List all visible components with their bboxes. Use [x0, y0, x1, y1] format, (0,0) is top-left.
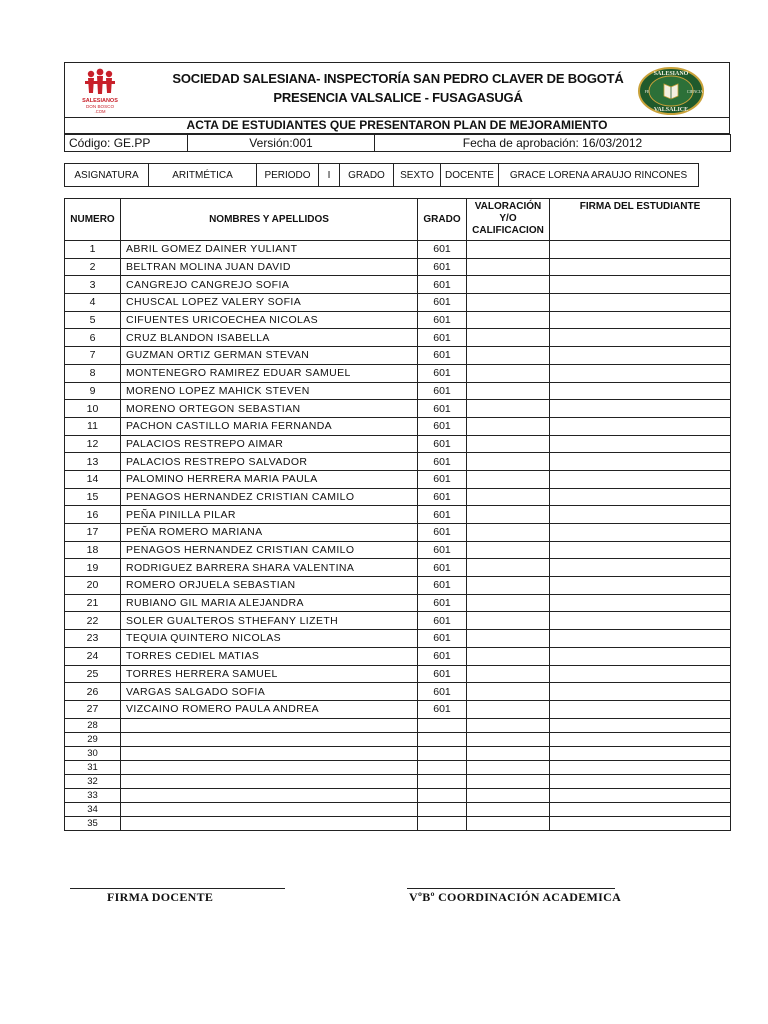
signature-line-docente	[70, 888, 285, 889]
student-name: TORRES CEDIEL MATIAS	[121, 647, 418, 665]
valoracion-cell	[467, 364, 550, 382]
valoracion-cell	[467, 789, 550, 803]
firma-cell	[550, 241, 731, 259]
firma-cell	[550, 718, 731, 732]
student-name: PENAGOS HERNANDEZ CRISTIAN CAMILO	[121, 541, 418, 559]
seal-right-text: CIENCIA	[686, 89, 704, 94]
valoracion-cell	[467, 506, 550, 524]
valoracion-cell	[467, 683, 550, 701]
student-name: ABRIL GOMEZ DAINER YULIANT	[121, 241, 418, 259]
valoracion-cell	[467, 541, 550, 559]
student-name: CHUSCAL LOPEZ VALERY SOFIA	[121, 294, 418, 312]
asignatura-value: ARITMÉTICA	[149, 164, 257, 187]
org-name-line1: SOCIEDAD SALESIANA- INSPECTORÍA SAN PEDRO CLAVER DE BOGOTÁ	[172, 71, 624, 86]
row-number: 3	[65, 276, 121, 294]
codigo: Código: GE.PP	[65, 135, 188, 152]
firma-cell	[550, 311, 731, 329]
valoracion-cell	[467, 294, 550, 312]
valoracion-cell	[467, 470, 550, 488]
student-name: GUZMAN ORTIZ GERMAN STEVAN	[121, 347, 418, 365]
seal-left-text: FE	[644, 89, 650, 94]
row-number: 33	[65, 789, 121, 803]
table-row	[65, 630, 731, 648]
firma-cell	[550, 400, 731, 418]
table-row	[65, 435, 731, 453]
student-grado	[418, 746, 467, 760]
table-row	[65, 524, 731, 542]
valsalice-seal	[637, 66, 705, 116]
student-grado: 601	[418, 258, 467, 276]
valoracion-cell	[467, 241, 550, 259]
table-row	[65, 665, 731, 683]
fecha-aprobacion: Fecha de aprobación: 16/03/2012	[375, 135, 731, 152]
valoracion-cell	[467, 577, 550, 595]
valoracion-cell	[467, 417, 550, 435]
student-grado: 601	[418, 364, 467, 382]
table-row	[65, 400, 731, 418]
row-number: 7	[65, 347, 121, 365]
document-title: ACTA DE ESTUDIANTES QUE PRESENTARON PLAN DE MEJORAMIENTO	[64, 118, 730, 134]
student-grado: 601	[418, 488, 467, 506]
table-row	[65, 241, 731, 259]
header-nombres: NOMBRES Y APELLIDOS	[121, 199, 418, 241]
valoracion-cell	[467, 524, 550, 542]
row-number: 8	[65, 364, 121, 382]
firma-cell	[550, 506, 731, 524]
table-row-empty	[65, 732, 731, 746]
table-row	[65, 559, 731, 577]
valoracion-cell	[467, 647, 550, 665]
valoracion-cell	[467, 453, 550, 471]
student-grado	[418, 789, 467, 803]
valoracion-cell	[467, 700, 550, 718]
row-number: 18	[65, 541, 121, 559]
student-grado: 601	[418, 612, 467, 630]
valoracion-cell	[467, 718, 550, 732]
firma-cell	[550, 612, 731, 630]
version: Versión:001	[188, 135, 375, 152]
firma-cell	[550, 647, 731, 665]
firma-cell	[550, 435, 731, 453]
firma-cell	[550, 817, 731, 831]
student-name: MORENO ORTEGON SEBASTIAN	[121, 400, 418, 418]
row-number: 27	[65, 700, 121, 718]
firma-cell	[550, 732, 731, 746]
table-row-empty	[65, 774, 731, 788]
valoracion-cell	[467, 559, 550, 577]
student-grado: 601	[418, 417, 467, 435]
table-row	[65, 347, 731, 365]
row-number: 20	[65, 577, 121, 595]
student-grado: 601	[418, 435, 467, 453]
firma-cell	[550, 577, 731, 595]
student-name	[121, 718, 418, 732]
table-row	[65, 276, 731, 294]
coordinacion-label: VºBº COORDINACIÓN ACADEMICA	[409, 890, 622, 904]
table-row	[65, 541, 731, 559]
table-row	[65, 488, 731, 506]
student-grado: 601	[418, 700, 467, 718]
student-name: PEÑA PINILLA PILAR	[121, 506, 418, 524]
valoracion-cell	[467, 382, 550, 400]
student-grado: 601	[418, 647, 467, 665]
student-grado: 601	[418, 382, 467, 400]
valoracion-cell	[467, 665, 550, 683]
table-row	[65, 417, 731, 435]
student-grado: 601	[418, 506, 467, 524]
firma-cell	[550, 774, 731, 788]
valoracion-cell	[467, 347, 550, 365]
table-row	[65, 294, 731, 312]
firma-cell	[550, 453, 731, 471]
valoracion-cell	[467, 612, 550, 630]
student-grado: 601	[418, 541, 467, 559]
firma-cell	[550, 789, 731, 803]
valoracion-cell	[467, 732, 550, 746]
row-number: 12	[65, 435, 121, 453]
table-row-empty	[65, 718, 731, 732]
firma-cell	[550, 630, 731, 648]
student-name: PALACIOS RESTREPO SALVADOR	[121, 453, 418, 471]
firma-cell	[550, 594, 731, 612]
valoracion-cell	[467, 311, 550, 329]
firma-cell	[550, 347, 731, 365]
student-grado: 601	[418, 453, 467, 471]
periodo-value: I	[319, 164, 340, 187]
table-row-empty	[65, 817, 731, 831]
firma-cell	[550, 258, 731, 276]
row-number: 35	[65, 817, 121, 831]
valoracion-cell	[467, 803, 550, 817]
asignatura-label: ASIGNATURA	[65, 164, 149, 187]
student-grado	[418, 803, 467, 817]
table-row-empty	[65, 746, 731, 760]
logo-left-line3: .COM	[94, 109, 106, 114]
student-grado: 601	[418, 347, 467, 365]
student-name: CIFUENTES URICOECHEA NICOLAS	[121, 311, 418, 329]
firma-cell	[550, 803, 731, 817]
row-number: 24	[65, 647, 121, 665]
row-number: 11	[65, 417, 121, 435]
firma-cell	[550, 746, 731, 760]
firma-cell	[550, 294, 731, 312]
row-number: 16	[65, 506, 121, 524]
student-name	[121, 760, 418, 774]
student-name	[121, 774, 418, 788]
firma-cell	[550, 683, 731, 701]
valoracion-cell	[467, 435, 550, 453]
table-row	[65, 683, 731, 701]
firma-cell	[550, 665, 731, 683]
document-meta	[64, 134, 731, 152]
row-number: 22	[65, 612, 121, 630]
student-grado	[418, 760, 467, 774]
row-number: 5	[65, 311, 121, 329]
student-name	[121, 803, 418, 817]
firma-cell	[550, 524, 731, 542]
row-number: 31	[65, 760, 121, 774]
student-grado: 601	[418, 594, 467, 612]
grado-label: GRADO	[340, 164, 394, 187]
student-grado	[418, 774, 467, 788]
table-row	[65, 311, 731, 329]
table-row	[65, 470, 731, 488]
student-name	[121, 732, 418, 746]
firma-cell	[550, 559, 731, 577]
table-row	[65, 506, 731, 524]
student-grado: 601	[418, 400, 467, 418]
row-number: 30	[65, 746, 121, 760]
firma-cell	[550, 382, 731, 400]
table-row-empty	[65, 803, 731, 817]
student-name: PENAGOS HERNANDEZ CRISTIAN CAMILO	[121, 488, 418, 506]
row-number: 29	[65, 732, 121, 746]
student-name: VARGAS SALGADO SOFIA	[121, 683, 418, 701]
firma-cell	[550, 364, 731, 382]
table-row-empty	[65, 760, 731, 774]
student-grado: 601	[418, 241, 467, 259]
student-name: PACHON CASTILLO MARIA FERNANDA	[121, 417, 418, 435]
table-row	[65, 364, 731, 382]
header-valoracion: VALORACIÓN Y/O CALIFICACION	[467, 199, 550, 241]
students-table	[64, 198, 731, 831]
student-name: RUBIANO GIL MARIA ALEJANDRA	[121, 594, 418, 612]
student-name: VIZCAINO ROMERO PAULA ANDREA	[121, 700, 418, 718]
table-row	[65, 382, 731, 400]
table-row-empty	[65, 789, 731, 803]
header-firma: FIRMA DEL ESTUDIANTE	[550, 199, 731, 241]
student-name	[121, 817, 418, 831]
row-number: 9	[65, 382, 121, 400]
docente-label: DOCENTE	[441, 164, 499, 187]
row-number: 15	[65, 488, 121, 506]
valoracion-cell	[467, 774, 550, 788]
student-name: BELTRAN MOLINA JUAN DAVID	[121, 258, 418, 276]
student-grado	[418, 718, 467, 732]
student-name: CANGREJO CANGREJO SOFIA	[121, 276, 418, 294]
row-number: 34	[65, 803, 121, 817]
signature-line-coordinacion	[407, 888, 615, 889]
firma-cell	[550, 276, 731, 294]
row-number: 2	[65, 258, 121, 276]
row-number: 26	[65, 683, 121, 701]
student-name	[121, 789, 418, 803]
student-name: PEÑA ROMERO MARIANA	[121, 524, 418, 542]
student-name: PALOMINO HERRERA MARIA PAULA	[121, 470, 418, 488]
valoracion-cell	[467, 400, 550, 418]
row-number: 21	[65, 594, 121, 612]
student-grado: 601	[418, 577, 467, 595]
table-row	[65, 577, 731, 595]
periodo-label: PERIODO	[257, 164, 319, 187]
logo-left-line1: SALESIANOS	[82, 98, 118, 104]
table-row	[65, 258, 731, 276]
valoracion-cell	[467, 760, 550, 774]
student-grado: 601	[418, 683, 467, 701]
table-row	[65, 612, 731, 630]
seal-top-text: SALESIANO	[653, 71, 689, 77]
valoracion-cell	[467, 817, 550, 831]
student-name	[121, 746, 418, 760]
student-name: RODRIGUEZ BARRERA SHARA VALENTINA	[121, 559, 418, 577]
student-name: TEQUIA QUINTERO NICOLAS	[121, 630, 418, 648]
firma-cell	[550, 329, 731, 347]
student-grado: 601	[418, 665, 467, 683]
table-row	[65, 594, 731, 612]
document-header	[64, 62, 730, 118]
firma-cell	[550, 470, 731, 488]
student-grado: 601	[418, 470, 467, 488]
student-name: PALACIOS RESTREPO AIMAR	[121, 435, 418, 453]
student-name: MONTENEGRO RAMIREZ EDUAR SAMUEL	[121, 364, 418, 382]
firma-docente-label: FIRMA DOCENTE	[107, 890, 214, 904]
valoracion-cell	[467, 258, 550, 276]
student-grado: 601	[418, 630, 467, 648]
row-number: 14	[65, 470, 121, 488]
firma-cell	[550, 760, 731, 774]
row-number: 28	[65, 718, 121, 732]
valoracion-cell	[467, 276, 550, 294]
student-name: MORENO LOPEZ MAHICK STEVEN	[121, 382, 418, 400]
student-grado: 601	[418, 329, 467, 347]
table-header	[65, 199, 731, 241]
header-grado: GRADO	[418, 199, 467, 241]
row-number: 6	[65, 329, 121, 347]
firma-cell	[550, 700, 731, 718]
firma-cell	[550, 488, 731, 506]
row-number: 19	[65, 559, 121, 577]
valoracion-cell	[467, 329, 550, 347]
student-grado	[418, 732, 467, 746]
logo-left-line2: DON BOSCO	[85, 104, 115, 109]
header-numero: NUMERO	[65, 199, 121, 241]
table-row	[65, 700, 731, 718]
row-number: 4	[65, 294, 121, 312]
table-row	[65, 647, 731, 665]
firma-cell	[550, 541, 731, 559]
row-number: 25	[65, 665, 121, 683]
valoracion-cell	[467, 594, 550, 612]
table-row	[65, 329, 731, 347]
student-grado: 601	[418, 276, 467, 294]
student-name: ROMERO ORJUELA SEBASTIAN	[121, 577, 418, 595]
seal-bottom-text: VALSALICE	[653, 107, 689, 113]
row-number: 23	[65, 630, 121, 648]
row-number: 17	[65, 524, 121, 542]
valoracion-cell	[467, 746, 550, 760]
firma-cell	[550, 417, 731, 435]
course-info	[64, 163, 699, 187]
student-grado: 601	[418, 294, 467, 312]
row-number: 13	[65, 453, 121, 471]
valoracion-cell	[467, 630, 550, 648]
student-grado: 601	[418, 311, 467, 329]
table-row	[65, 453, 731, 471]
org-name-line2: PRESENCIA VALSALICE - FUSAGASUGÁ	[273, 90, 523, 105]
student-name: TORRES HERRERA SAMUEL	[121, 665, 418, 683]
docente-value: GRACE LORENA ARAUJO RINCONES	[499, 164, 699, 187]
grado-value: SEXTO	[394, 164, 441, 187]
student-grado	[418, 817, 467, 831]
row-number: 10	[65, 400, 121, 418]
student-grado: 601	[418, 559, 467, 577]
valoracion-cell	[467, 488, 550, 506]
student-grado: 601	[418, 524, 467, 542]
row-number: 32	[65, 774, 121, 788]
student-name: SOLER GUALTEROS STHEFANY LIZETH	[121, 612, 418, 630]
student-name: CRUZ BLANDON ISABELLA	[121, 329, 418, 347]
row-number: 1	[65, 241, 121, 259]
